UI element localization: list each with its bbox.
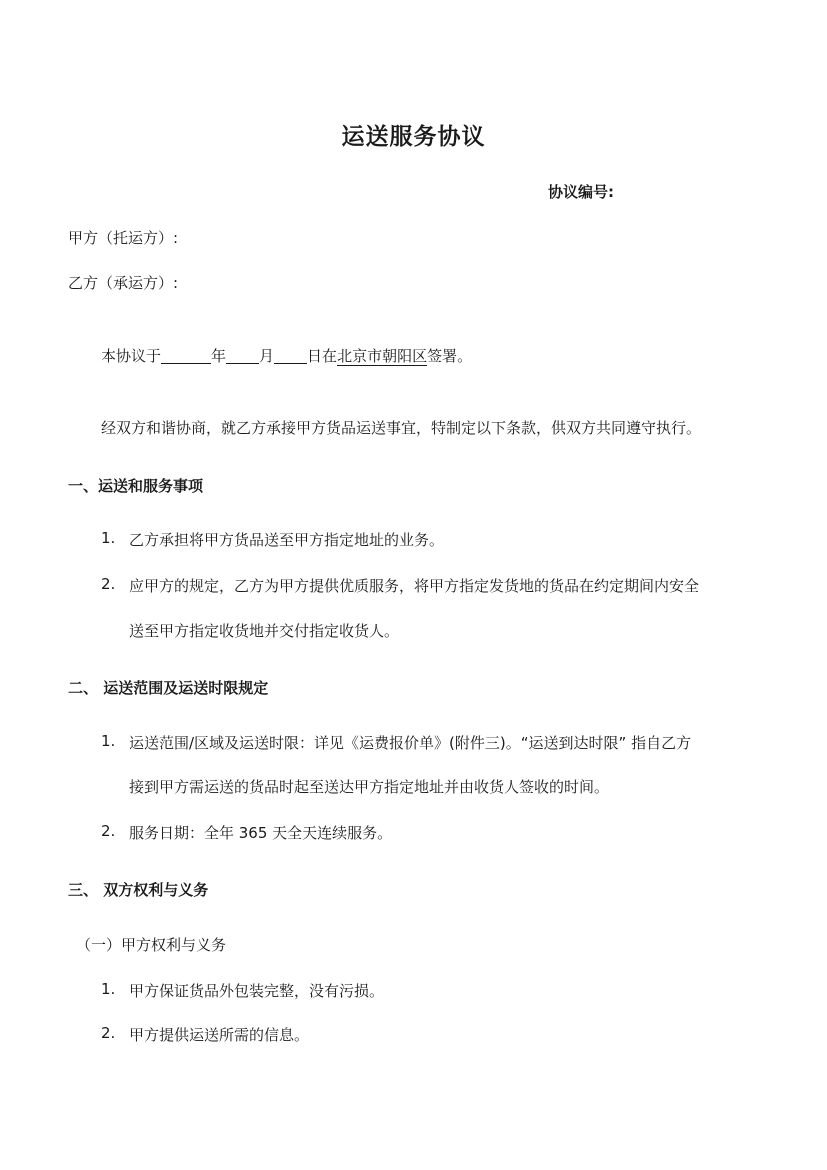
- year-label: 年: [211, 347, 227, 365]
- month-blank: [226, 348, 259, 364]
- agreement-number-label: 协议编号:: [548, 183, 614, 201]
- list-item-text: 乙方承担将甲方货品送至甲方指定地址的业务。: [129, 531, 445, 549]
- list-item-number: 2.: [101, 1024, 116, 1042]
- list-item-number: 2.: [101, 575, 116, 593]
- section-heading-2: 二、 运送范围及运送时限规定: [68, 679, 269, 697]
- month-label: 月: [259, 347, 275, 365]
- list-item-number: 1.: [101, 529, 116, 547]
- list-item-text: 服务日期：全年 365 天全天连续服务。: [129, 824, 393, 842]
- signing-place: 北京市朝阳区: [337, 347, 428, 365]
- day-label: 日在: [307, 347, 338, 365]
- subsection-heading: （一）甲方权利与义务: [76, 936, 227, 954]
- intro-paragraph: 经双方和谐协商，就乙方承接甲方货品运送事宜，特制定以下条款，供双方共同遵守执行。: [101, 419, 702, 437]
- list-item-text: 甲方提供运送所需的信息。: [129, 1026, 310, 1044]
- list-item-text-continued: 接到甲方需运送的货品时起至送达甲方指定地址并由收货人签收的时间。: [129, 778, 610, 796]
- party-b-line: 乙方（承运方）:: [68, 274, 179, 292]
- year-blank: [161, 348, 211, 364]
- signing-prefix: 本协议于: [101, 347, 162, 365]
- signing-suffix: 签署。: [427, 347, 473, 365]
- list-item-text-continued: 送至甲方指定收货地并交付指定收货人。: [129, 622, 400, 640]
- list-item-number: 1.: [101, 980, 116, 998]
- list-item-text: 甲方保证货品外包装完整，没有污损。: [129, 982, 385, 1000]
- section-heading-1: 一、运送和服务事项: [68, 477, 204, 495]
- party-a-line: 甲方（托运方）:: [68, 229, 179, 247]
- list-item-text: 运送范围/区域及运送时限：详见《运费报价单》(附件三)。“运送到达时限” 指自乙方: [129, 734, 692, 752]
- signing-statement: [101, 345, 472, 366]
- list-item-number: 2.: [101, 822, 116, 840]
- document-title: 运送服务协议: [341, 124, 486, 150]
- list-item-text: 应甲方的规定，乙方为甲方提供优质服务，将甲方指定发货地的货品在约定期间内安全: [129, 577, 700, 595]
- day-blank: [274, 348, 307, 364]
- section-heading-3: 三、 双方权利与义务: [68, 881, 209, 899]
- list-item-number: 1.: [101, 732, 116, 750]
